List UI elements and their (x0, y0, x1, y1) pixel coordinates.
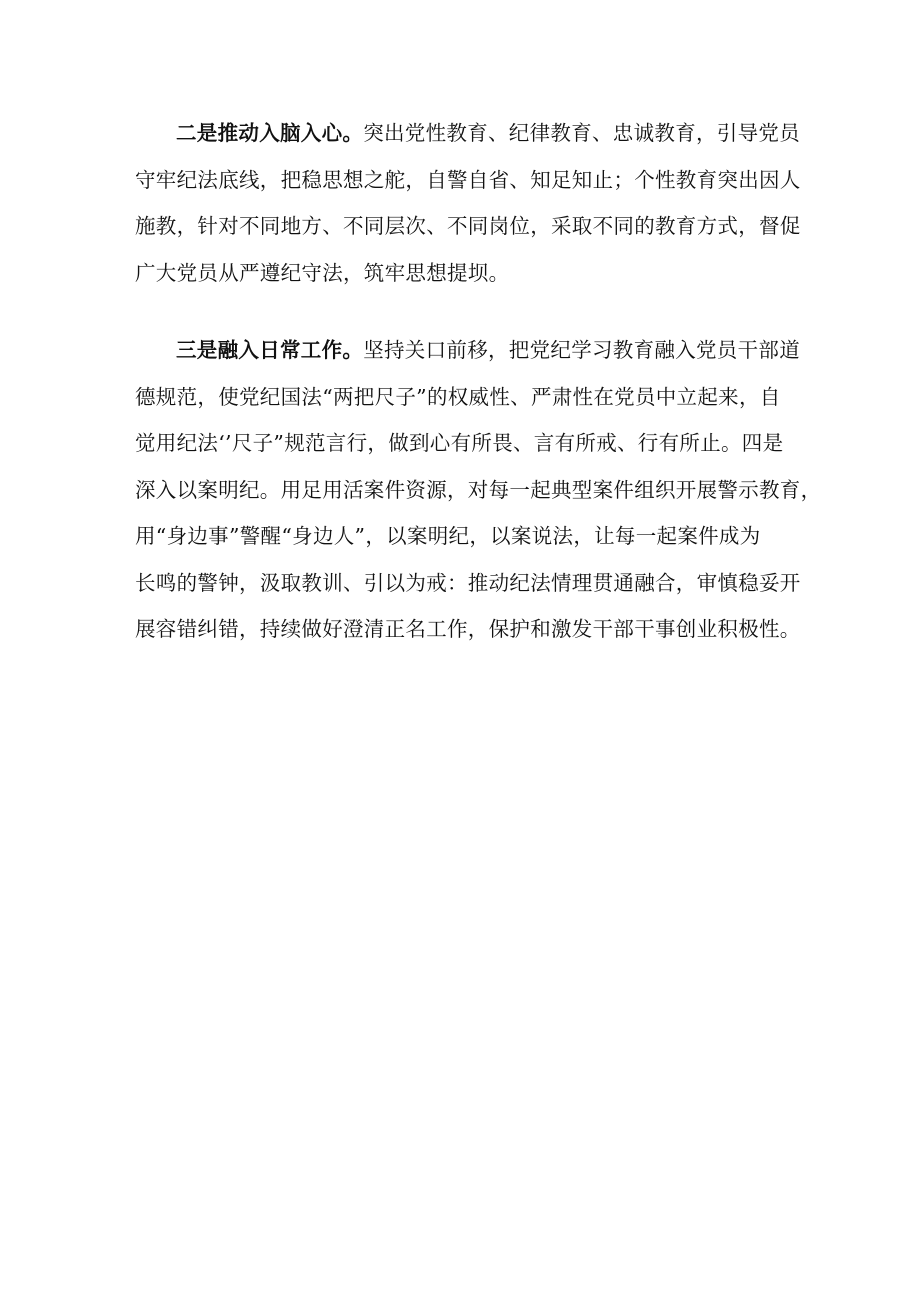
paragraph-2 (135, 110, 801, 296)
paragraph-text: 坚持关口前移，把党纪学习教育融入党员干部道 (363, 338, 801, 362)
paragraph-line: 广大党员从严遵纪守法，筑牢思想提坝。 (135, 260, 510, 285)
paragraph-line: 深入以案明纪。用足用活案件资源，对每一起典型案件组织开展警示教育， (135, 477, 822, 502)
paragraph-line: 德规范，使党纪国法“两把尺子”的权威性、严肃性在党员中立起来，自 (135, 384, 781, 409)
paragraph-line (135, 110, 801, 157)
paragraph-line: 用“身边事”警醒“身边人”，以案明纪，以案说法，让每一起案件成为 (135, 524, 761, 548)
paragraph-line (135, 327, 801, 374)
paragraph-3 (135, 327, 822, 653)
paragraph-line: 守牢纪法底线，把稳思想之舵，自警自省、知足知止；个性教育突出因人 (135, 167, 801, 192)
paragraph-lead-heading: 二是推动入脑入心。 (176, 121, 364, 145)
paragraph-line: 觉用纪法‘’尺子”规范言行，做到心有所畏、言有所戒、行有所止。四是 (135, 431, 784, 455)
paragraph-line: 长鸣的警钟，汲取教训、引以为戒：推动纪法情理贯通融合，审慎稳妥开 (135, 570, 801, 595)
document-body (135, 110, 822, 653)
paragraph-line: 施教，针对不同地方、不同层次、不同岗位，采取不同的教育方式，督促 (135, 214, 801, 238)
paragraph-line: 展容错纠错，持续做好澄清正名工作，保护和激发干部干事创业积极性。 (135, 617, 801, 641)
paragraph-lead-heading: 三是融入日常工作。 (176, 338, 364, 362)
paragraph-text: 突出党性教育、纪律教育、忠诚教育，引导党员 (363, 121, 801, 145)
